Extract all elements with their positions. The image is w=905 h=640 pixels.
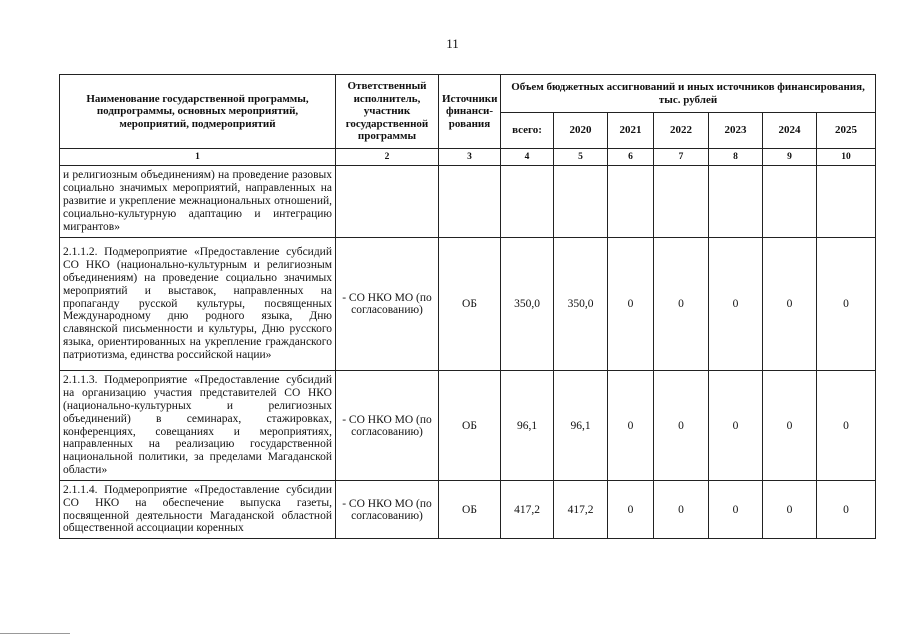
budget-table (59, 74, 876, 539)
header-executor: Ответственный исполнитель, участник государственной программы (336, 75, 439, 149)
row-source: ОБ (439, 371, 501, 481)
header-year: 2022 (654, 113, 709, 149)
row-value: 0 (817, 371, 876, 481)
table-row (60, 481, 876, 539)
header-budget: Объем бюджетных ассигнований и иных источников финансирования, тыс. рублей (501, 75, 876, 113)
row-description: 2.1.1.4. Подмероприятие «Предоставление субсидии СО НКО на обеспечение выпуска газеты, посвященной деятельности Магаданской областной общественной ассоциации коренных (60, 481, 336, 539)
row-description: 2.1.1.2. Подмероприятие «Предоставление субсидий СО НКО (национально-культурным и религиозным объединениям) на проведение социально значимых мероприятий и выставок, направленных на пропаганду русской культуры, посвященных Международному дню родного языка, Дню славянской письменности и культуры, Дню русского языка, ориентированных на укрепление гражданского патриотизма, единства российской нации» (60, 238, 336, 371)
row-value (763, 166, 817, 238)
row-value: 96,1 (554, 371, 608, 481)
row-value: 0 (763, 238, 817, 371)
row-value (501, 166, 554, 238)
row-source: ОБ (439, 238, 501, 371)
page-number: 11 (446, 36, 459, 51)
header-year: 2024 (763, 113, 817, 149)
column-number: 6 (608, 149, 654, 166)
row-source (439, 166, 501, 238)
column-number: 3 (439, 149, 501, 166)
header-year: 2020 (554, 113, 608, 149)
column-number: 8 (709, 149, 763, 166)
column-number: 5 (554, 149, 608, 166)
row-value: 350,0 (554, 238, 608, 371)
row-value (709, 166, 763, 238)
table-row (60, 371, 876, 481)
footer-divider (0, 633, 70, 634)
row-executor (336, 166, 439, 238)
row-value (817, 166, 876, 238)
column-number: 1 (60, 149, 336, 166)
row-value: 417,2 (501, 481, 554, 539)
row-value: 0 (817, 481, 876, 539)
row-value: 0 (763, 371, 817, 481)
row-value: 0 (817, 238, 876, 371)
row-value: 0 (709, 371, 763, 481)
row-source: ОБ (439, 481, 501, 539)
header-year: всего: (501, 113, 554, 149)
column-number: 7 (654, 149, 709, 166)
row-value: 96,1 (501, 371, 554, 481)
column-number: 10 (817, 149, 876, 166)
row-executor: - СО НКО МО (по согласованию) (336, 481, 439, 539)
row-value (554, 166, 608, 238)
row-executor: - СО НКО МО (по согласованию) (336, 371, 439, 481)
row-value (654, 166, 709, 238)
row-value: 0 (654, 371, 709, 481)
row-executor: - СО НКО МО (по согласованию) (336, 238, 439, 371)
column-number: 9 (763, 149, 817, 166)
row-value: 0 (608, 238, 654, 371)
header-year: 2021 (608, 113, 654, 149)
row-value (608, 166, 654, 238)
table-row (60, 166, 876, 238)
header-sources: Источники финанси-рования (439, 75, 501, 149)
row-description: и религиозным объединениям) на проведение разовых социально значимых мероприятий, направленных на развитие и укрепление межнациональных отношений, социально-культурную адаптацию и интеграцию мигрантов» (60, 166, 336, 238)
header-year: 2023 (709, 113, 763, 149)
column-number-row (60, 149, 876, 166)
row-value: 0 (763, 481, 817, 539)
row-description: 2.1.1.3. Подмероприятие «Предоставление субсидий на организацию участия представителей СО НКО (национально-культурных и религиозных объединений) в семинарах, стажировках, конференциях, совещаниях и мероприятиях, направленных на реализацию государственной национальной политики, за пределами Магаданской области» (60, 371, 336, 481)
header-year: 2025 (817, 113, 876, 149)
row-value: 417,2 (554, 481, 608, 539)
row-value: 0 (709, 481, 763, 539)
column-number: 4 (501, 149, 554, 166)
row-value: 0 (654, 481, 709, 539)
row-value: 350,0 (501, 238, 554, 371)
row-value: 0 (608, 371, 654, 481)
column-number: 2 (336, 149, 439, 166)
row-value: 0 (709, 238, 763, 371)
header-name: Наименование государственной программы, подпрограммы, основных мероприятий, мероприятий, подмероприятий (60, 75, 336, 149)
table-row (60, 238, 876, 371)
row-value: 0 (608, 481, 654, 539)
row-value: 0 (654, 238, 709, 371)
